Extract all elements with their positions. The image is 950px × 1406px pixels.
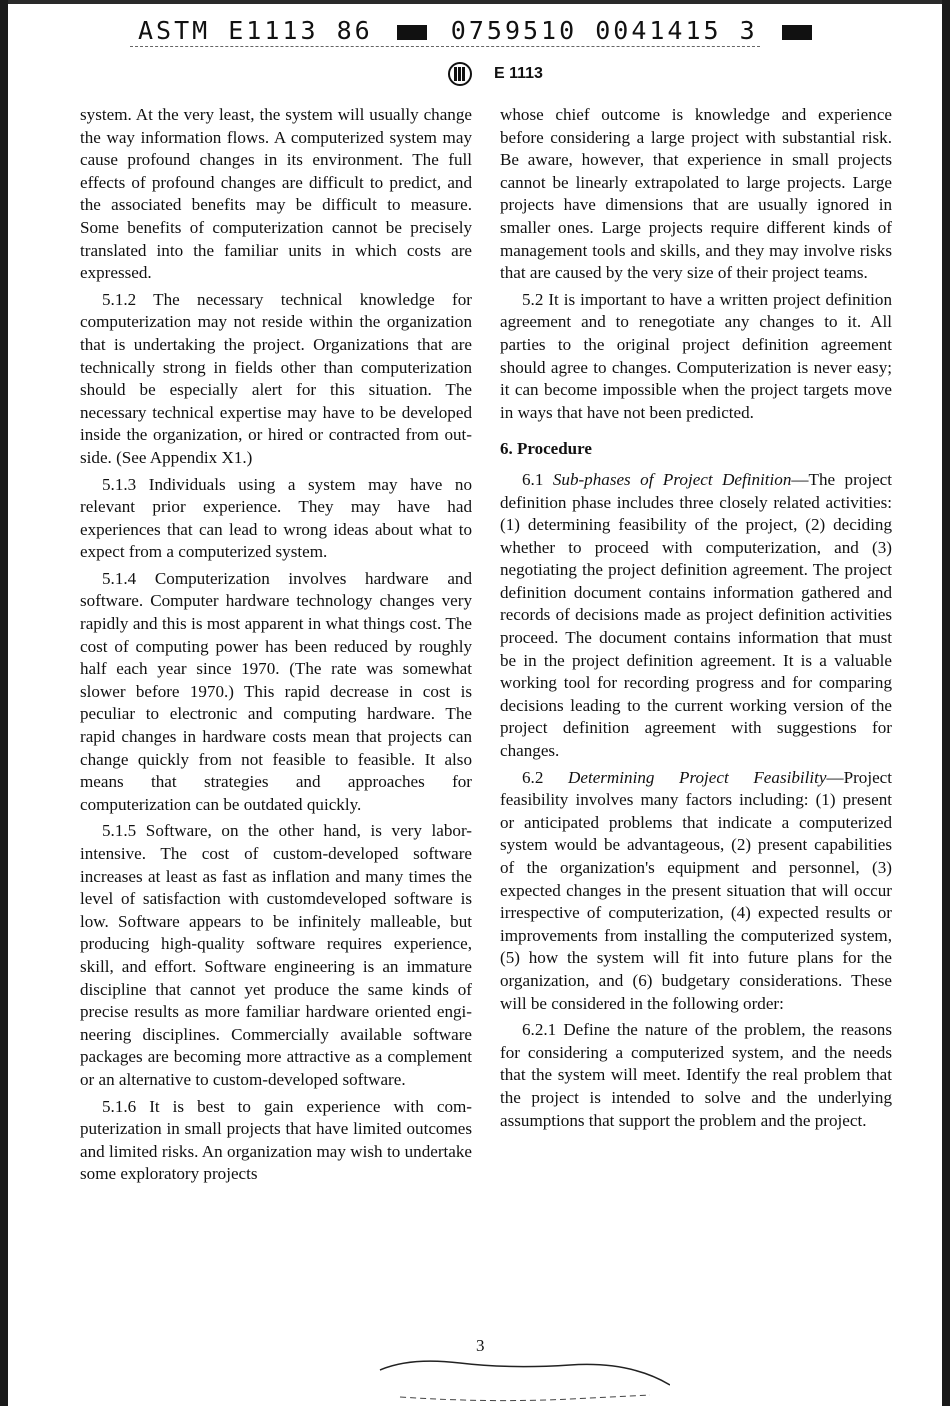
black-mark xyxy=(782,25,812,40)
paragraph-5-1-6: 5.1.6 It is best to gain experience with computerization in small projects that have limited outcomes and limited risks. An organization may wish to undertake some exploratory projects xyxy=(80,1096,472,1184)
section-heading: 6. Procedure xyxy=(500,439,592,459)
scan-edge-top xyxy=(0,0,950,4)
paragraph: system. At the very least, the system will usually change the way information flows. A computerized system may cause profound changes in its environment. The full effects of profound changes are difficult to predict, and the associated benefits may be difficult to measure. Some benefits of computerization cannot be precisely translated into the familiar units in which costs are expressed. xyxy=(80,105,472,283)
page-number: 3 xyxy=(476,1336,485,1355)
paragraph-6-2-1: 6.2.1 Define the nature of the problem, the reasons for considering a computerized system, and the needs that the system will meet. Identify the real problem that the project is intended to solve and the underlying assumptions that support the problem and the project. xyxy=(500,1020,892,1130)
code-line-num2: 0041415 xyxy=(595,16,722,45)
paragraph-5-1-4: 5.1.4 Computerization involves hardware and software. Computer hardware technology changes very rapidly and this is most apparent in what things cost. The cost of computing power has been reduced by roughly half each year since 1970. (The rate was somewhat slower before 1970.) This rapid decrease in cost is peculiar to electronic and computing hardware. The rapid changes in hardware costs mean that projects can change quickly from not feasible to feasible. It also means that strategies and approaches for computerization can be outdated quickly. xyxy=(80,568,472,814)
paragraph-5-2: 5.2 It is important to have a written project definition agreement and to renegotiate any changes to it. All parties to the original project definition agreement should agree to changes. Computerization is never easy; it can become impossible when the project targets move in ways that have not been predicted. xyxy=(500,289,892,422)
paragraph-5-1-3: 5.1.3 Individuals using a system may have no relevant prior experience. They may have had experiences that can lead to wrong ideas about what to expect from a computerized system. xyxy=(80,474,472,562)
paragraph-6-1 xyxy=(500,469,892,763)
code-line-text: ASTM E1113 86 xyxy=(138,16,373,45)
standard-header xyxy=(448,62,543,86)
right-column xyxy=(500,104,892,1136)
black-mark xyxy=(397,25,427,40)
astm-logo-icon xyxy=(448,62,472,86)
clause-title: Sub-phases of Project Definition xyxy=(552,469,792,489)
left-column xyxy=(80,104,472,1190)
code-line-rule xyxy=(130,46,760,47)
paragraph: whose chief outcome is knowledge and experience before considering a large project with substantial risk. Be aware, however, that experience in small projects cannot be linearly extrapolated to large projects. Large projects have dimensions that are usually ignored in smaller ones. Large projects require different kinds of management tools and skills, and they may involve risks that are caused by the very size of their project teams. xyxy=(500,105,892,283)
standard-number: E 1113 xyxy=(494,65,543,82)
clause-number: 6.1 xyxy=(522,469,544,489)
paragraph-5-1-2: 5.1.2 The necessary technical knowledge for computerization may not reside within the organization that is undertaking the project. Organizations that are technically strong in fields other than computerization should be especially alert for this situation. The necessary technical expertise may have to be developed inside the organization, or hired or contracted from outside. (See Appendix X1.) xyxy=(80,289,472,467)
handwritten-mark-icon xyxy=(370,1355,670,1405)
paragraph-6-2 xyxy=(500,767,892,1016)
code-line-num3: 3 xyxy=(739,16,758,45)
clause-body: —The project definition phase includes three closely related activities: (1) determining feasibility of the project, (2) deciding whether to proceed with computerization, and (3) negotiating the project definition agreement. The project definition document contains information gathered and records of decisions made as project definition activities proceed. The document contains information that must be in the project definition agreement. It is a valuable working tool for recording progress and for comparing decisions leading to the current working version of the project definition agreement with suggestions for changes. xyxy=(500,469,892,761)
scan-edge-left xyxy=(0,0,8,1406)
paragraph-5-1-5: 5.1.5 Software, on the other hand, is very labor-intensive. The cost of custom-developed software increases at least as fast as inflation and many times the level of satisfaction with customdeveloped software is low. Software appears to be infinitely malleable, but producing high-quality software requires experience, skill, and effort. Software engineering is an immature discipline that cannot yet produce the same kinds of precise results as more familiar hardware oriented engineering disciplines. Commercially available software packages are becoming more attractive as a complement or an alternative to custom-developed software. xyxy=(80,821,472,1089)
clause-body: —Project feasibility involves many factors including: (1) present or anticipated problems that indicate a computerized system would be advantageous, (2) present capabilities of the organization's equipment and personnel, (3) expected changes in the present situation that will occur irrespective of computerization, (4) expected results or improvements from installing the computerized system, (5) how the system will fit into future plans for the organization, and (6) budgetary considerations. These will be considered in the following order: xyxy=(500,767,892,1013)
scan-edge-right xyxy=(942,0,950,1406)
code-line-num1: 0759510 xyxy=(450,16,578,45)
document-code-line xyxy=(138,16,758,46)
clause-number: 6.2 xyxy=(522,767,544,787)
clause-title: Determining Project Feasibility xyxy=(568,767,827,787)
